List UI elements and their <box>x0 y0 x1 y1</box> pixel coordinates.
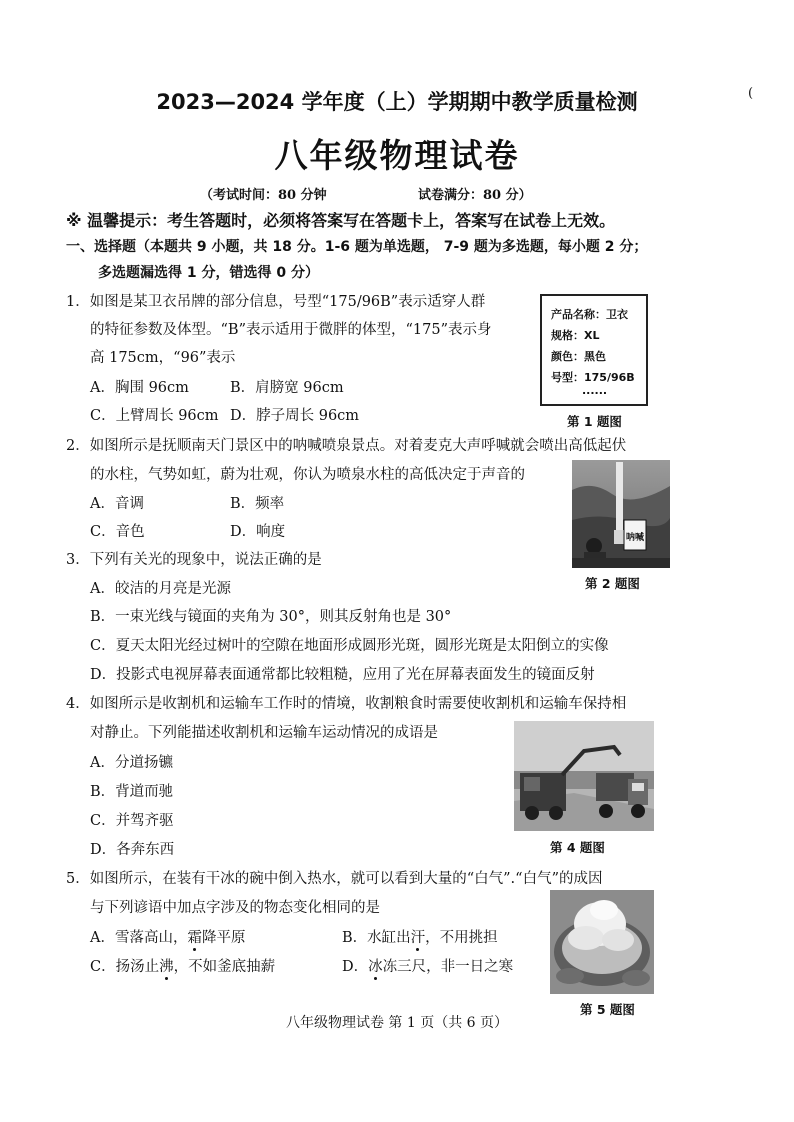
tag-model: 号型：175/96B <box>551 371 635 384</box>
clothing-tag-figure <box>540 294 648 406</box>
q5-option-a: A．雪落高山，霜降平原 <box>90 930 246 946</box>
paper-title: 八年级物理试卷 <box>274 136 520 175</box>
q2-option-d: D．响度 <box>230 524 286 540</box>
figure4-caption: 第 4 题图 <box>550 840 605 855</box>
corner-mark: ( <box>748 86 754 101</box>
q1-option-d: D．脖子周长 96cm <box>230 408 360 424</box>
q5-option-b: B．水缸出汗，不用挑担 <box>342 930 498 946</box>
q4-option-a: A．分道扬镳 <box>90 755 173 771</box>
section-title-line2: 多选题漏选得 1 分，错选得 0 分） <box>98 265 319 281</box>
q4-option-d: D．各奔东西 <box>90 842 175 858</box>
q3-option-b: B．一束光线与镜面的夹角为 30°，则其反射角也是 30° <box>90 609 452 625</box>
figure2-caption: 第 2 题图 <box>585 576 640 591</box>
q5-option-c: C．扬汤止沸，不如釜底抽薪 <box>90 959 276 975</box>
fountain-photo <box>572 460 670 568</box>
emphasis-dot-char: 沸 <box>159 959 174 975</box>
q1-option-b: B．肩膀宽 96cm <box>230 380 344 396</box>
q1-line2: 的特征参数及体型。“B”表示适用于微胖的体型，“175”表示身 <box>90 322 492 338</box>
harvester-truck-photo <box>514 721 654 831</box>
tag-color: 颜色：黑色 <box>551 350 606 363</box>
tag-name: 产品名称：卫衣 <box>551 308 628 321</box>
tag-size: 规格：XL <box>551 329 600 342</box>
exam-time: （考试时间：80 分钟 <box>200 188 327 203</box>
emphasis-dot-char: 冰 <box>368 959 383 975</box>
q2-option-a: A．音调 <box>90 496 144 512</box>
q3-option-d: D．投影式电视屏幕表面通常都比较粗糙，应用了光在屏幕表面发生的镜面反射 <box>90 667 595 683</box>
tag-more: ...... <box>582 384 608 397</box>
exam-title: 2023—2024 学年度（上）学期期中教学质量检测 <box>156 90 638 114</box>
q3-option-a: A．皎洁的月亮是光源 <box>90 581 231 597</box>
figure1-caption: 第 1 题图 <box>567 414 622 429</box>
section-title-line1: 一、选择题（本题共 9 小题，共 18 分。1-6 题为单选题， 7-9 题为多选题，每小题 2 分； <box>66 239 648 255</box>
q2-line1: 2．如图所示是抚顺南天门景区中的呐喊喷泉景点。对着麦克大声呼喊就会喷出高低起伏 <box>66 438 627 454</box>
emphasis-dot-char: 霜 <box>187 930 202 946</box>
q5-option-d: D．冰冻三尺，非一日之寒 <box>342 959 514 975</box>
q5-line1: 5．如图所示，在装有干冰的碗中倒入热水，就可以看到大量的“白气”.“白气”的成因 <box>66 871 603 887</box>
q4-line2: 对静止。下列能描述收割机和运输车运动情况的成语是 <box>90 725 438 741</box>
q3-line1: 3．下列有关光的现象中，说法正确的是 <box>66 552 322 568</box>
q2-option-b: B．频率 <box>230 496 285 512</box>
q4-line1: 4．如图所示是收割机和运输车工作时的情境，收割粮食时需要使收割机和运输车保持相 <box>66 696 627 712</box>
emphasis-dot-char: 汗 <box>410 930 426 946</box>
page-footer: 八年级物理试卷 第 1 页（共 6 页） <box>285 1015 509 1031</box>
q2-option-c: C．音色 <box>90 524 145 540</box>
full-score: 试卷满分：80 分） <box>418 188 532 203</box>
dry-ice-bowl-photo <box>550 890 654 994</box>
q1-line1: 1．如图是某卫衣吊牌的部分信息，号型“175/96B”表示适穿人群 <box>66 294 486 310</box>
q1-option-c: C．上臂周长 96cm <box>90 408 219 424</box>
q4-option-c: C．并驾齐驱 <box>90 813 174 829</box>
q1-option-a: A．胸围 96cm <box>90 380 189 396</box>
q4-option-b: B．背道而驰 <box>90 784 174 800</box>
sign-text: 呐喊 <box>625 533 645 543</box>
q1-line3: 高 175cm，“96”表示 <box>90 350 236 366</box>
warm-tip: ※ 温馨提示：考生答题时，必须将答案写在答题卡上，答案写在试卷上无效。 <box>66 211 616 230</box>
q5-line2: 与下列谚语中加点字涉及的物态变化相同的是 <box>90 900 380 916</box>
figure5-caption: 第 5 题图 <box>580 1002 635 1017</box>
q3-option-c: C．夏天太阳光经过树叶的空隙在地面形成圆形光斑，圆形光斑是太阳倒立的实像 <box>90 638 609 654</box>
q2-line2: 的水柱，气势如虹，蔚为壮观，你认为喷泉水柱的高低决定于声音的 <box>90 467 525 483</box>
